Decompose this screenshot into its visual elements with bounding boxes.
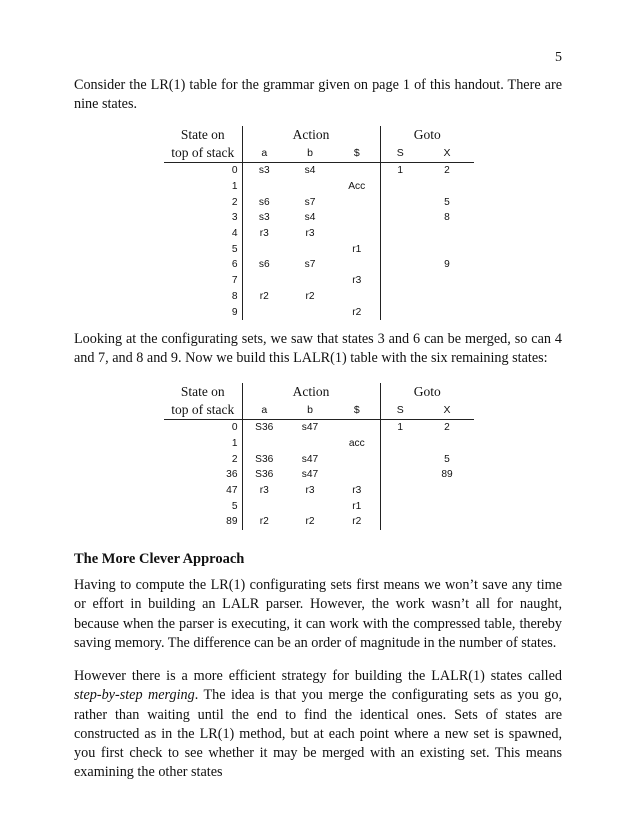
action-b-cell (286, 436, 334, 452)
action-b-cell: s47 (301, 453, 319, 465)
table-row (164, 179, 474, 195)
goto-s-cell (380, 241, 420, 257)
action-a-cell: S36 (255, 469, 274, 481)
goto-s-cell (380, 273, 420, 289)
goto-s-cell: 1 (397, 165, 404, 177)
lalr1-table (164, 383, 474, 530)
action-end-cell: r1 (334, 241, 380, 257)
column-header: S (380, 401, 420, 420)
goto-x-cell (420, 226, 474, 242)
action-a-cell: s6 (258, 259, 270, 271)
state-cell: 2 (164, 194, 242, 210)
action-end-cell: r3 (334, 483, 380, 499)
state-cell: 5 (164, 241, 242, 257)
action-b-cell (286, 179, 334, 195)
action-b-cell: s47 (301, 422, 319, 434)
action-a-cell: s3 (258, 165, 270, 177)
action-b-cell (286, 498, 334, 514)
action-b-cell: r2 (305, 516, 315, 528)
goto-x-cell (420, 514, 474, 530)
column-header: a (242, 401, 286, 420)
action-a-cell: s3 (258, 212, 270, 224)
action-b-cell (286, 241, 334, 257)
goto-x-cell (420, 436, 474, 452)
state-cell: 4 (164, 226, 242, 242)
action-end-cell (334, 289, 380, 305)
action-b-cell: r3 (305, 485, 315, 497)
action-b-cell: s7 (304, 259, 316, 271)
action-header: Action (242, 383, 380, 401)
goto-s-cell: 1 (397, 422, 404, 434)
column-header: $ (334, 144, 380, 163)
action-a-cell: s6 (258, 196, 270, 208)
state-cell: 1 (164, 436, 242, 452)
action-b-cell (286, 273, 334, 289)
goto-x-cell: 8 (444, 212, 450, 224)
table-row (164, 304, 474, 320)
page-number: 5 (555, 50, 562, 65)
action-a-cell (242, 498, 286, 514)
goto-s-cell (380, 210, 420, 226)
action-a-cell: S36 (255, 453, 274, 465)
state-header-line1: State on (164, 126, 242, 144)
goto-x-cell (420, 241, 474, 257)
action-a-cell: S36 (255, 422, 274, 434)
goto-x-cell: 9 (444, 259, 450, 271)
column-header: X (420, 144, 474, 163)
goto-s-cell (380, 304, 420, 320)
goto-x-cell: 2 (444, 422, 450, 434)
action-end-cell: r3 (334, 273, 380, 289)
action-end-cell (334, 163, 380, 179)
action-end-cell (334, 194, 380, 210)
action-end-cell: r2 (334, 514, 380, 530)
table-row (164, 226, 474, 242)
state-cell: 5 (164, 498, 242, 514)
goto-x-cell (420, 273, 474, 289)
table-row (164, 451, 474, 467)
action-a-cell (242, 241, 286, 257)
action-a-cell (242, 273, 286, 289)
lr1-table-body (164, 163, 474, 320)
merge-paragraph: Looking at the configurating sets, we saw that states 3 and 6 can be merged, so can 4 and 7, and 8 and 9. Now we build this LALR(1) table with the six remaining states: (74, 331, 562, 367)
column-header: b (286, 144, 334, 163)
lr1-table (164, 126, 474, 320)
goto-x-cell (420, 289, 474, 305)
step-para-before: However there is a more efficient strategy for building the LALR(1) states called (74, 668, 562, 684)
state-cell: 0 (164, 420, 242, 436)
table-row (164, 289, 474, 305)
state-cell: 7 (164, 273, 242, 289)
state-cell: 1 (164, 179, 242, 195)
action-a-cell: r3 (259, 228, 269, 240)
action-end-cell (334, 451, 380, 467)
state-cell: 6 (164, 257, 242, 273)
goto-s-cell (380, 179, 420, 195)
action-b-cell (286, 304, 334, 320)
action-header: Action (242, 126, 380, 144)
step-merging-term: step-by-step merging (74, 687, 195, 704)
table-row (164, 436, 474, 452)
step-para-after: . The idea is that you merge the configurating sets as you go, rather than waiting until the end to find the identical ones. Sets of states are constructed as in the LR(1) method, but at each point where a new set is spawned, you first check to see whether it may be merged with an existing set. This means examining the other states (74, 687, 562, 781)
lalr1-table-body (164, 420, 474, 530)
action-b-cell: r2 (305, 290, 315, 302)
action-end-cell: r1 (334, 498, 380, 514)
state-header-line2: top of stack (164, 401, 242, 420)
table-row (164, 257, 474, 273)
goto-s-cell (380, 467, 420, 483)
goto-header: Goto (413, 384, 441, 399)
table-row (164, 514, 474, 530)
state-cell: 8 (164, 289, 242, 305)
state-cell: 89 (164, 514, 242, 530)
action-end-cell (334, 420, 380, 436)
action-end-cell: Acc (334, 179, 380, 195)
goto-s-cell (380, 436, 420, 452)
table-row (164, 467, 474, 483)
action-b-cell: s47 (301, 469, 319, 481)
column-header: X (420, 401, 474, 420)
state-cell: 9 (164, 304, 242, 320)
state-header-line1: State on (164, 383, 242, 401)
action-a-cell (242, 436, 286, 452)
goto-x-cell (420, 179, 474, 195)
column-header: S (380, 144, 420, 163)
section-heading: The More Clever Approach (74, 551, 245, 567)
goto-x-cell: 89 (441, 469, 453, 481)
action-a-cell: r3 (259, 485, 269, 497)
action-end-cell (334, 210, 380, 226)
column-header: $ (334, 401, 380, 420)
table-row (164, 210, 474, 226)
table-row (164, 163, 474, 179)
table-row (164, 420, 474, 436)
table-row (164, 498, 474, 514)
intro-paragraph: Consider the LR(1) table for the grammar given on page 1 of this handout. There are nine states. (74, 77, 562, 113)
goto-x-cell: 5 (444, 453, 450, 465)
goto-x-cell: 2 (444, 165, 450, 177)
action-end-cell (334, 257, 380, 273)
goto-s-cell (380, 514, 420, 530)
goto-s-cell (380, 483, 420, 499)
goto-s-cell (380, 194, 420, 210)
action-end-cell (334, 226, 380, 242)
action-a-cell: r2 (259, 516, 269, 528)
action-end-cell: r2 (334, 304, 380, 320)
goto-s-cell (380, 289, 420, 305)
action-b-cell: s4 (304, 212, 316, 224)
goto-s-cell (380, 226, 420, 242)
action-b-cell: r3 (305, 228, 315, 240)
action-a-cell (242, 304, 286, 320)
action-end-cell: acc (334, 436, 380, 452)
goto-x-cell: 5 (444, 196, 450, 208)
goto-header: Goto (413, 127, 441, 142)
column-header: b (286, 401, 334, 420)
state-cell: 0 (164, 163, 242, 179)
action-a-cell: r2 (259, 290, 269, 302)
state-cell: 47 (164, 483, 242, 499)
goto-s-cell (380, 257, 420, 273)
state-cell: 36 (164, 467, 242, 483)
goto-x-cell (420, 483, 474, 499)
goto-x-cell (420, 498, 474, 514)
state-cell: 2 (164, 451, 242, 467)
action-a-cell (242, 179, 286, 195)
step-merging-paragraph (74, 667, 562, 783)
action-end-cell (334, 467, 380, 483)
action-b-cell: s4 (304, 165, 316, 177)
column-header: a (242, 144, 286, 163)
clever-paragraph: Having to compute the LR(1) configurating sets first means we won’t save any time or effort in building an LALR parser. However, the work wasn’t all for naught, because when the parser is executing, it can work with the compressed table, thereby saving memory. The difference can be an order of magnitude in the number of states. (74, 577, 562, 651)
action-b-cell: s7 (304, 196, 316, 208)
table-row (164, 194, 474, 210)
goto-x-cell (420, 304, 474, 320)
goto-s-cell (380, 451, 420, 467)
state-cell: 3 (164, 210, 242, 226)
table-row (164, 273, 474, 289)
table-row (164, 241, 474, 257)
state-header-line2: top of stack (164, 144, 242, 163)
goto-s-cell (380, 498, 420, 514)
table-row (164, 483, 474, 499)
